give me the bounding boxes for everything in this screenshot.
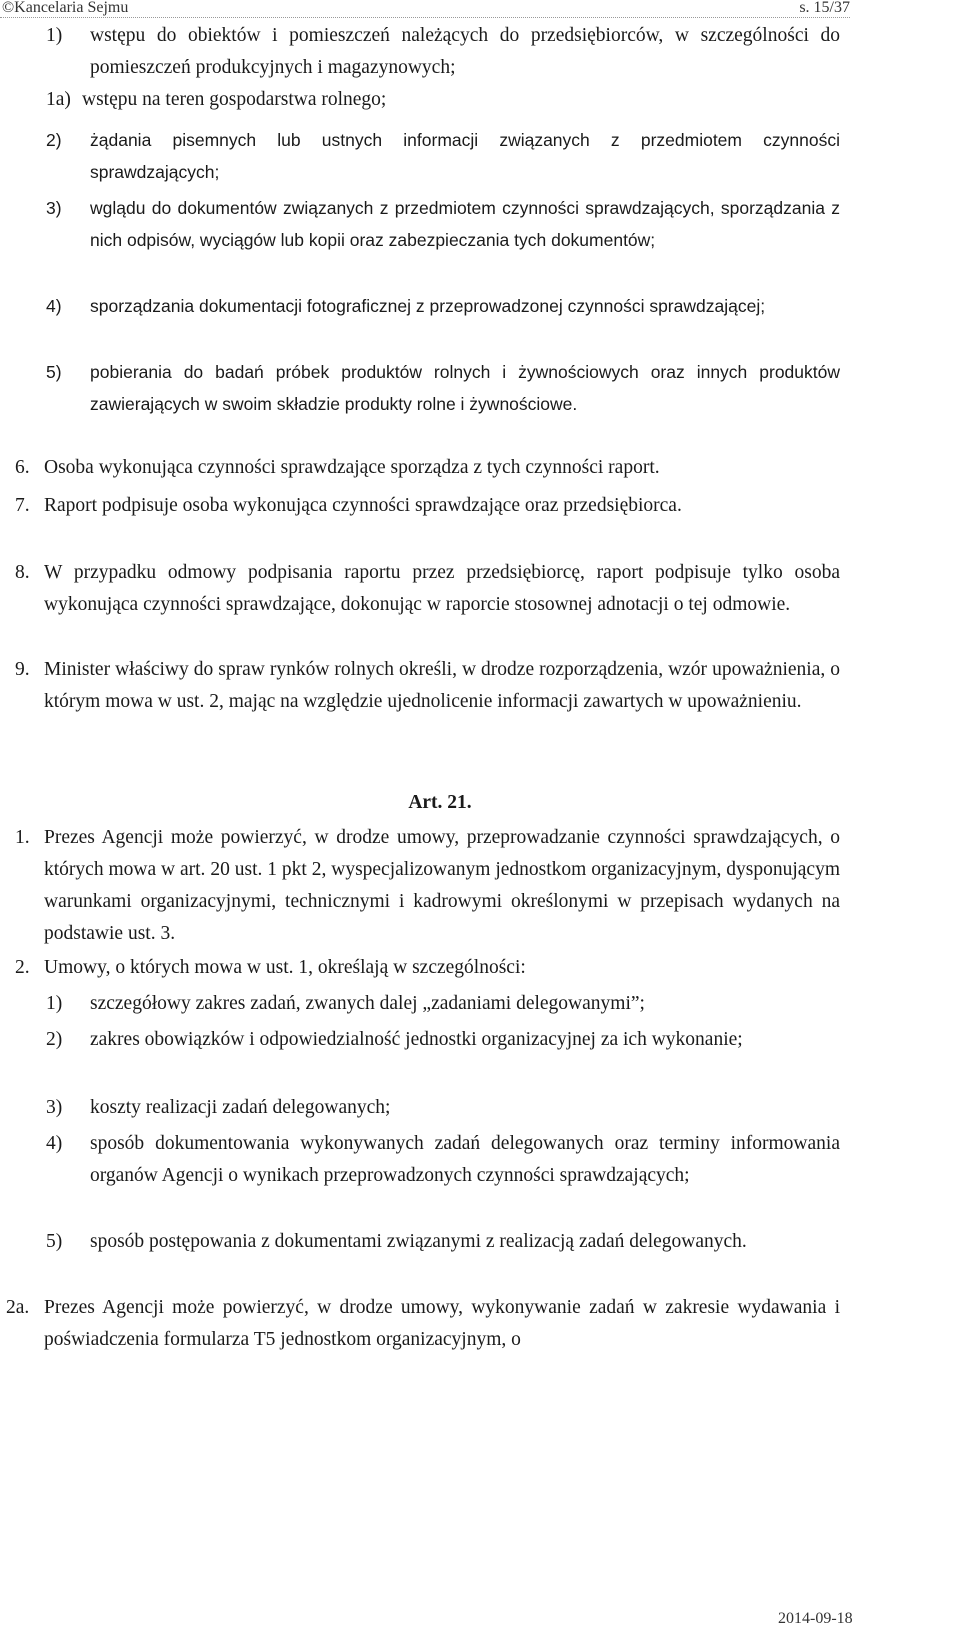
article-paragraph-1: [15, 822, 840, 950]
item-text: Prezes Agencji może powierzyć, w drodze umowy, przeprowadzanie czynności sprawdzających, o których mowa w art. 20 ust. 1 pkt 2, wyspecjalizowanym jednostkom organizacyjnym, dysponującym warunkami organizacyjnymi, technicznymi i kadrowymi określonymi w przepisach wydanych na podstawie ust. 3.: [44, 827, 840, 944]
item-text: wstępu do obiektów i pomieszczeń należących do przedsiębiorców, w szczególności do pomieszczeń produkcyjnych i magazynowych;: [90, 25, 840, 78]
list-item-5: [46, 356, 840, 420]
item-text: pobierania do badań próbek produktów rolnych i żywnościowych oraz innych produktów zawierających w swoim składzie produkty rolne i żywnościowe.: [90, 362, 840, 414]
item-text: Prezes Agencji może powierzyć, w drodze umowy, wykonywanie zadań w zakresie wydawania i poświadczenia formularza T5 jednostkom organizacyjnym, o: [44, 1297, 840, 1350]
item-text: sporządzania dokumentacji fotograficznej z przeprowadzonej czynności sprawdzającej;: [90, 296, 766, 316]
list-item-2: [46, 124, 840, 188]
item-text: żądania pisemnych lub ustnych informacji związanych z przedmiotem czynności sprawdzających;: [90, 130, 840, 182]
item-number: 4): [46, 1133, 63, 1154]
item-number: 5): [46, 1231, 63, 1252]
article-point-3: [46, 1092, 840, 1124]
item-text: Minister właściwy do spraw rynków rolnych określi, w drodze rozporządzenia, wzór upoważnienia, o którym mowa w ust. 2, mając na względzie ujednolicenie informacji zawartych w upoważnieniu.: [44, 659, 840, 712]
article-title: Art. 21.: [408, 792, 472, 813]
list-item-1: [46, 20, 840, 84]
item-number: 4): [46, 296, 62, 316]
item-text: Osoba wykonująca czynności sprawdzające sporządza z tych czynności raport.: [44, 457, 660, 478]
item-number: 7.: [15, 495, 30, 516]
article-point-4: [46, 1128, 840, 1192]
item-number: 2a.: [6, 1297, 30, 1318]
item-number: 1a): [46, 89, 71, 110]
paragraph-8: [15, 557, 840, 621]
item-text: Raport podpisuje osoba wykonująca czynności sprawdzające oraz przedsiębiorca.: [44, 495, 682, 516]
item-number: 1): [46, 993, 63, 1014]
item-text: W przypadku odmowy podpisania raportu przez przedsiębiorcę, raport podpisuje tylko osoba wykonująca czynności sprawdzające, dokonując w raporcie stosownej adnotacji o tej odmowie.: [44, 562, 840, 615]
item-number: 1.: [15, 827, 30, 848]
item-number: 1): [46, 25, 63, 46]
item-text: koszty realizacji zadań delegowanych;: [90, 1097, 391, 1118]
article-point-1: [46, 988, 840, 1020]
item-number: 8.: [15, 562, 30, 583]
article-point-5: [46, 1226, 840, 1258]
article-point-2: [46, 1024, 840, 1056]
paragraph-9: [15, 654, 840, 718]
footer-date: 2014-09-18: [778, 1610, 853, 1627]
header-page-number: s. 15/37: [799, 0, 850, 16]
item-number: 2): [46, 1029, 63, 1050]
item-number: 3): [46, 198, 62, 218]
item-number: 9.: [15, 659, 30, 680]
list-item-3: [46, 192, 840, 256]
paragraph-6: [15, 452, 840, 484]
item-number: 2): [46, 130, 62, 150]
item-text: Umowy, o których mowa w ust. 1, określają w szczególności:: [44, 957, 526, 978]
item-text: szczegółowy zakres zadań, zwanych dalej „zadaniami delegowanymi”;: [90, 993, 645, 1014]
item-text: zakres obowiązków i odpowiedzialność jednostki organizacyjnej za ich wykonanie;: [90, 1029, 743, 1050]
paragraph-7: [15, 490, 840, 522]
article-paragraph-2: [15, 952, 840, 984]
item-text: sposób postępowania z dokumentami związanymi z realizacją zadań delegowanych.: [90, 1231, 747, 1252]
list-item-4: [46, 290, 840, 322]
item-text: wglądu do dokumentów związanych z przedmiotem czynności sprawdzających, sporządzania z nich odpisów, wyciągów lub kopii oraz zabezpieczania tych dokumentów;: [90, 198, 840, 250]
header-publisher: ©Kancelaria Sejmu: [2, 0, 129, 16]
item-number: 5): [46, 362, 62, 382]
header-divider: [0, 17, 850, 18]
article-paragraph-2a: [6, 1292, 840, 1356]
item-number: 3): [46, 1097, 63, 1118]
item-number: 6.: [15, 457, 30, 478]
item-text: sposób dokumentowania wykonywanych zadań delegowanych oraz terminy informowania organów Agencji o wynikach przeprowadzonych czynności sprawdzających;: [90, 1133, 840, 1186]
item-number: 2.: [15, 957, 30, 978]
item-text: wstępu na teren gospodarstwa rolnego;: [82, 89, 387, 110]
list-item-1a: [46, 84, 846, 116]
